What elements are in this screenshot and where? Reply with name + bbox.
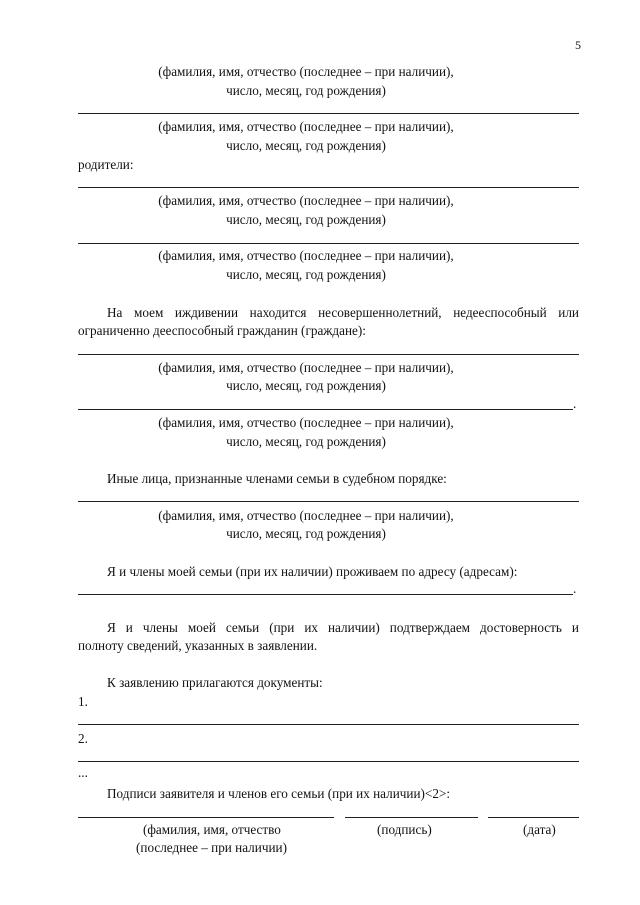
caption-name-3: (фамилия, имя, отчество (последнее – при наличии), [158,193,454,208]
caption-birth-1: число, месяц, год рождения) [226,83,386,98]
other-persons-text: Иные лица, признанные членами семьи в судебном порядке: [107,471,447,486]
list-item-2-number: 2. [78,731,88,746]
fill-line-sign-name [78,817,334,818]
caption-birth-2: число, месяц, год рождения) [226,138,386,153]
dependents-text-line2: ограниченно дееспособный гражданин (граждане): [78,323,366,338]
caption-birth-5: число, месяц, год рождения) [226,378,386,393]
caption-name-5: (фамилия, имя, отчество (последнее – при наличии), [158,360,454,375]
fill-line-address [78,594,573,595]
dependents-text-line1: На моем иждивении находится несовершеннолетний, недееспособный или [107,305,579,320]
fill-line-dependent-1 [78,354,579,355]
fill-line-parent-1 [78,187,579,188]
sign-label-date: (дата) [523,822,556,837]
fill-line-doc-2 [78,761,579,762]
fill-line-sign-signature [345,817,478,818]
caption-name-6: (фамилия, имя, отчество (последнее – при наличии), [158,415,454,430]
fill-line-other-persons [78,501,579,502]
attached-docs-heading: К заявлению прилагаются документы: [107,675,323,690]
confirm-text-line1: Я и члены моей семьи (при их наличии) подтверждаем достоверность и [107,620,579,635]
fill-line-dependent-2 [78,409,573,410]
caption-name-2: (фамилия, имя, отчество (последнее – при наличии), [158,119,454,134]
caption-name-7: (фамилия, имя, отчество (последнее – при наличии), [158,508,454,523]
address-text: Я и члены моей семьи (при их наличии) проживаем по адресу (адресам): [107,564,518,579]
line-end-period-1: . [573,396,577,411]
caption-birth-7: число, месяц, год рождения) [226,526,386,541]
page-number: 5 [575,38,581,52]
fill-line-sign-date [488,817,579,818]
fill-line-doc-1 [78,724,579,725]
fill-line-1 [78,113,579,114]
list-item-ellipsis: ... [78,765,88,780]
signatures-heading: Подписи заявителя и членов его семьи (при их наличии)<2>: [107,786,451,801]
caption-name-4: (фамилия, имя, отчество (последнее – при наличии), [158,248,454,263]
fill-line-parent-2 [78,243,579,244]
caption-birth-6: число, месяц, год рождения) [226,434,386,449]
list-item-1-number: 1. [78,694,88,709]
line-end-period-2: . [573,581,577,596]
caption-birth-4: число, месяц, год рождения) [226,267,386,282]
sign-label-signature: (подпись) [377,822,432,837]
sign-label-name-line1: (фамилия, имя, отчество [143,822,281,837]
caption-birth-3: число, месяц, год рождения) [226,212,386,227]
sign-label-name-line2: (последнее – при наличии) [136,840,287,855]
caption-name-1: (фамилия, имя, отчество (последнее – при наличии), [158,64,454,79]
confirm-text-line2: полноту сведений, указанных в заявлении. [78,638,318,653]
parents-label: родители: [78,157,134,172]
